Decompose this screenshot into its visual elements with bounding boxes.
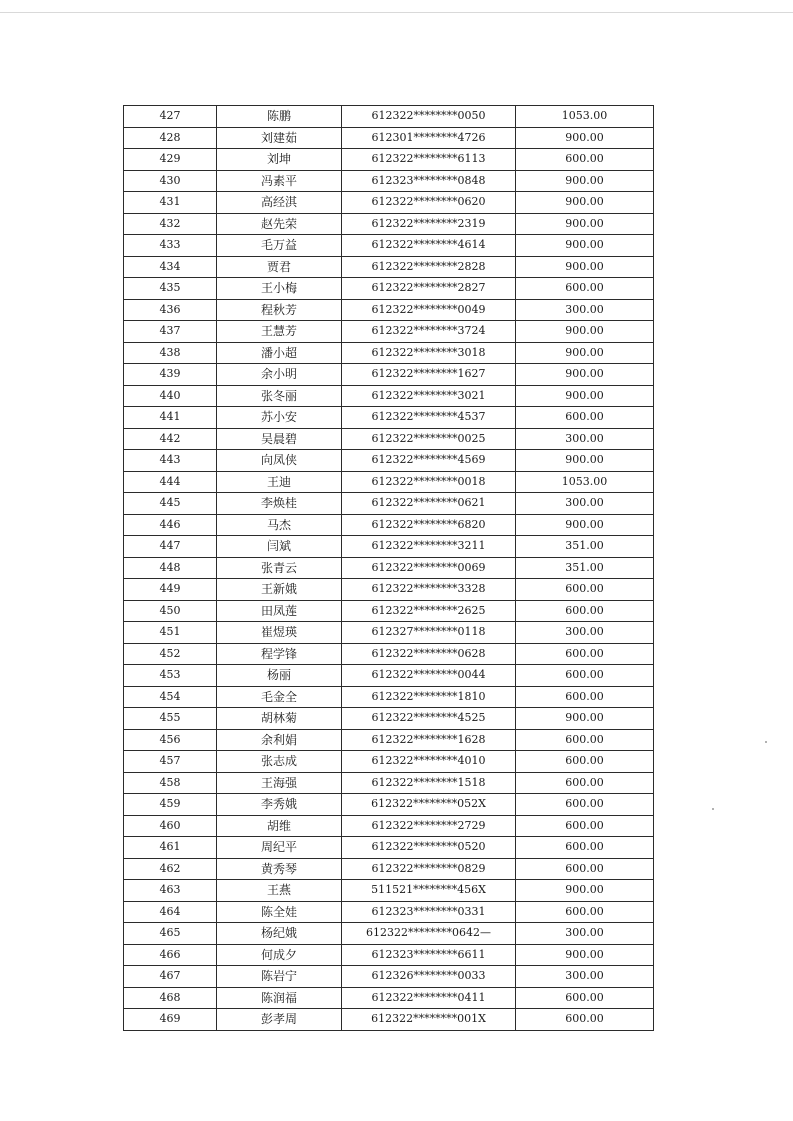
id-number-cell: 612322********1810: [342, 686, 516, 708]
row-number-cell: 442: [124, 428, 217, 450]
id-number-cell: 612322********2827: [342, 278, 516, 300]
id-number-cell: 612322********0018: [342, 471, 516, 493]
row-number-cell: 440: [124, 385, 217, 407]
table-row: [124, 299, 654, 321]
name-cell: 张志成: [217, 751, 342, 773]
name-cell: 苏小安: [217, 407, 342, 429]
amount-cell: 900.00: [516, 342, 654, 364]
row-number-cell: 467: [124, 966, 217, 988]
id-number-cell: 612322********0049: [342, 299, 516, 321]
scan-speck: [765, 741, 767, 743]
name-cell: 张青云: [217, 557, 342, 579]
name-cell: 王海强: [217, 772, 342, 794]
table-row: [124, 536, 654, 558]
row-number-cell: 433: [124, 235, 217, 257]
name-cell: 冯素平: [217, 170, 342, 192]
table-row: [124, 235, 654, 257]
id-number-cell: 612322********1627: [342, 364, 516, 386]
name-cell: 向凤侠: [217, 450, 342, 472]
id-number-cell: 612322********0025: [342, 428, 516, 450]
table-row: [124, 321, 654, 343]
table-row: [124, 256, 654, 278]
scan-edge-line: [0, 12, 793, 13]
row-number-cell: 456: [124, 729, 217, 751]
id-number-cell: 612322********0628: [342, 643, 516, 665]
row-number-cell: 458: [124, 772, 217, 794]
name-cell: 何成夕: [217, 944, 342, 966]
id-number-cell: 612322********3724: [342, 321, 516, 343]
name-cell: 彭孝周: [217, 1009, 342, 1031]
table-row: [124, 944, 654, 966]
row-number-cell: 443: [124, 450, 217, 472]
amount-cell: 600.00: [516, 579, 654, 601]
name-cell: 胡维: [217, 815, 342, 837]
table-row: [124, 407, 654, 429]
id-number-cell: 612322********052X: [342, 794, 516, 816]
id-number-cell: 612322********1518: [342, 772, 516, 794]
name-cell: 陈全娃: [217, 901, 342, 923]
amount-cell: 600.00: [516, 751, 654, 773]
table-row: [124, 729, 654, 751]
amount-cell: 600.00: [516, 278, 654, 300]
amount-cell: 900.00: [516, 450, 654, 472]
table-row: [124, 471, 654, 493]
name-cell: 李焕桂: [217, 493, 342, 515]
name-cell: 周纪平: [217, 837, 342, 859]
id-number-cell: 612322********6820: [342, 514, 516, 536]
amount-cell: 600.00: [516, 815, 654, 837]
row-number-cell: 435: [124, 278, 217, 300]
roster-table-body: [124, 106, 654, 1031]
row-number-cell: 448: [124, 557, 217, 579]
row-number-cell: 430: [124, 170, 217, 192]
row-number-cell: 438: [124, 342, 217, 364]
amount-cell: 600.00: [516, 407, 654, 429]
table-row: [124, 213, 654, 235]
table-row: [124, 643, 654, 665]
row-number-cell: 445: [124, 493, 217, 515]
name-cell: 张冬丽: [217, 385, 342, 407]
name-cell: 毛万益: [217, 235, 342, 257]
table-row: [124, 428, 654, 450]
table-row: [124, 106, 654, 128]
amount-cell: 600.00: [516, 729, 654, 751]
name-cell: 王新娥: [217, 579, 342, 601]
row-number-cell: 427: [124, 106, 217, 128]
amount-cell: 300.00: [516, 622, 654, 644]
name-cell: 余小明: [217, 364, 342, 386]
amount-cell: 900.00: [516, 364, 654, 386]
id-number-cell: 612322********3021: [342, 385, 516, 407]
name-cell: 陈鹏: [217, 106, 342, 128]
row-number-cell: 451: [124, 622, 217, 644]
name-cell: 王慧芳: [217, 321, 342, 343]
name-cell: 余利娟: [217, 729, 342, 751]
table-row: [124, 923, 654, 945]
amount-cell: 300.00: [516, 299, 654, 321]
row-number-cell: 466: [124, 944, 217, 966]
row-number-cell: 432: [124, 213, 217, 235]
table-row: [124, 665, 654, 687]
row-number-cell: 434: [124, 256, 217, 278]
name-cell: 刘建茹: [217, 127, 342, 149]
id-number-cell: 612322********3211: [342, 536, 516, 558]
amount-cell: 900.00: [516, 213, 654, 235]
id-number-cell: 612322********1628: [342, 729, 516, 751]
table-row: [124, 987, 654, 1009]
name-cell: 程学锋: [217, 643, 342, 665]
name-cell: 杨纪娥: [217, 923, 342, 945]
amount-cell: 900.00: [516, 321, 654, 343]
row-number-cell: 436: [124, 299, 217, 321]
table-row: [124, 600, 654, 622]
name-cell: 程秋芳: [217, 299, 342, 321]
id-number-cell: 612322********0520: [342, 837, 516, 859]
amount-cell: 300.00: [516, 428, 654, 450]
row-number-cell: 453: [124, 665, 217, 687]
table-row: [124, 385, 654, 407]
amount-cell: 900.00: [516, 256, 654, 278]
table-row: [124, 901, 654, 923]
id-number-cell: 511521********456X: [342, 880, 516, 902]
roster-table: [123, 105, 654, 1031]
table-row: [124, 170, 654, 192]
name-cell: 潘小超: [217, 342, 342, 364]
table-row: [124, 815, 654, 837]
table-row: [124, 127, 654, 149]
table-row: [124, 772, 654, 794]
name-cell: 黄秀琴: [217, 858, 342, 880]
row-number-cell: 437: [124, 321, 217, 343]
amount-cell: 600.00: [516, 794, 654, 816]
row-number-cell: 450: [124, 600, 217, 622]
table-row: [124, 751, 654, 773]
amount-cell: 900.00: [516, 170, 654, 192]
amount-cell: 900.00: [516, 944, 654, 966]
row-number-cell: 444: [124, 471, 217, 493]
id-number-cell: 612322********0411: [342, 987, 516, 1009]
name-cell: 崔煜瑛: [217, 622, 342, 644]
table-row: [124, 278, 654, 300]
table-row: [124, 557, 654, 579]
name-cell: 杨丽: [217, 665, 342, 687]
amount-cell: 900.00: [516, 880, 654, 902]
amount-cell: 600.00: [516, 686, 654, 708]
table-row: [124, 858, 654, 880]
table-row: [124, 364, 654, 386]
row-number-cell: 460: [124, 815, 217, 837]
id-number-cell: 612322********0642—: [342, 923, 516, 945]
table-row: [124, 192, 654, 214]
amount-cell: 600.00: [516, 858, 654, 880]
id-number-cell: 612322********4010: [342, 751, 516, 773]
amount-cell: 600.00: [516, 987, 654, 1009]
row-number-cell: 441: [124, 407, 217, 429]
table-row: [124, 794, 654, 816]
id-number-cell: 612322********0050: [342, 106, 516, 128]
row-number-cell: 464: [124, 901, 217, 923]
row-number-cell: 462: [124, 858, 217, 880]
id-number-cell: 612322********4525: [342, 708, 516, 730]
name-cell: 陈岩宁: [217, 966, 342, 988]
id-number-cell: 612322********2625: [342, 600, 516, 622]
table-row: [124, 837, 654, 859]
amount-cell: 900.00: [516, 192, 654, 214]
id-number-cell: 612322********2319: [342, 213, 516, 235]
amount-cell: 600.00: [516, 1009, 654, 1031]
id-number-cell: 612327********0118: [342, 622, 516, 644]
name-cell: 贾君: [217, 256, 342, 278]
amount-cell: 900.00: [516, 708, 654, 730]
id-number-cell: 612322********6113: [342, 149, 516, 171]
table-row: [124, 622, 654, 644]
id-number-cell: 612322********3328: [342, 579, 516, 601]
name-cell: 陈润福: [217, 987, 342, 1009]
row-number-cell: 429: [124, 149, 217, 171]
table-row: [124, 450, 654, 472]
id-number-cell: 612323********0331: [342, 901, 516, 923]
table-row: [124, 149, 654, 171]
amount-cell: 300.00: [516, 493, 654, 515]
row-number-cell: 461: [124, 837, 217, 859]
id-number-cell: 612322********2729: [342, 815, 516, 837]
name-cell: 闫斌: [217, 536, 342, 558]
id-number-cell: 612322********4569: [342, 450, 516, 472]
name-cell: 胡林菊: [217, 708, 342, 730]
name-cell: 赵先荣: [217, 213, 342, 235]
amount-cell: 351.00: [516, 557, 654, 579]
name-cell: 刘坤: [217, 149, 342, 171]
name-cell: 高经淇: [217, 192, 342, 214]
name-cell: 田凤莲: [217, 600, 342, 622]
table-row: [124, 1009, 654, 1031]
id-number-cell: 612322********0044: [342, 665, 516, 687]
amount-cell: 900.00: [516, 127, 654, 149]
table-row: [124, 708, 654, 730]
table-row: [124, 493, 654, 515]
row-number-cell: 431: [124, 192, 217, 214]
id-number-cell: 612326********0033: [342, 966, 516, 988]
id-number-cell: 612301********4726: [342, 127, 516, 149]
row-number-cell: 439: [124, 364, 217, 386]
id-number-cell: 612322********4537: [342, 407, 516, 429]
amount-cell: 600.00: [516, 643, 654, 665]
scan-speck: [712, 808, 714, 810]
id-number-cell: 612322********0829: [342, 858, 516, 880]
row-number-cell: 446: [124, 514, 217, 536]
row-number-cell: 455: [124, 708, 217, 730]
amount-cell: 1053.00: [516, 471, 654, 493]
row-number-cell: 463: [124, 880, 217, 902]
row-number-cell: 447: [124, 536, 217, 558]
table-row: [124, 579, 654, 601]
amount-cell: 1053.00: [516, 106, 654, 128]
row-number-cell: 449: [124, 579, 217, 601]
row-number-cell: 457: [124, 751, 217, 773]
id-number-cell: 612322********0621: [342, 493, 516, 515]
name-cell: 王迪: [217, 471, 342, 493]
amount-cell: 300.00: [516, 966, 654, 988]
name-cell: 吴晨碧: [217, 428, 342, 450]
amount-cell: 600.00: [516, 901, 654, 923]
id-number-cell: 612322********3018: [342, 342, 516, 364]
amount-cell: 600.00: [516, 837, 654, 859]
amount-cell: 600.00: [516, 149, 654, 171]
amount-cell: 600.00: [516, 600, 654, 622]
amount-cell: 600.00: [516, 665, 654, 687]
id-number-cell: 612322********001X: [342, 1009, 516, 1031]
id-number-cell: 612323********6611: [342, 944, 516, 966]
id-number-cell: 612322********2828: [342, 256, 516, 278]
table-row: [124, 686, 654, 708]
name-cell: 王小梅: [217, 278, 342, 300]
table-row: [124, 342, 654, 364]
row-number-cell: 465: [124, 923, 217, 945]
name-cell: 王燕: [217, 880, 342, 902]
row-number-cell: 454: [124, 686, 217, 708]
amount-cell: 351.00: [516, 536, 654, 558]
amount-cell: 600.00: [516, 772, 654, 794]
row-number-cell: 469: [124, 1009, 217, 1031]
amount-cell: 900.00: [516, 514, 654, 536]
row-number-cell: 468: [124, 987, 217, 1009]
id-number-cell: 612323********0848: [342, 170, 516, 192]
row-number-cell: 428: [124, 127, 217, 149]
amount-cell: 300.00: [516, 923, 654, 945]
id-number-cell: 612322********0069: [342, 557, 516, 579]
name-cell: 毛金全: [217, 686, 342, 708]
table-row: [124, 966, 654, 988]
amount-cell: 900.00: [516, 235, 654, 257]
table-row: [124, 514, 654, 536]
row-number-cell: 459: [124, 794, 217, 816]
name-cell: 李秀娥: [217, 794, 342, 816]
id-number-cell: 612322********4614: [342, 235, 516, 257]
name-cell: 马杰: [217, 514, 342, 536]
table-row: [124, 880, 654, 902]
id-number-cell: 612322********0620: [342, 192, 516, 214]
row-number-cell: 452: [124, 643, 217, 665]
amount-cell: 900.00: [516, 385, 654, 407]
